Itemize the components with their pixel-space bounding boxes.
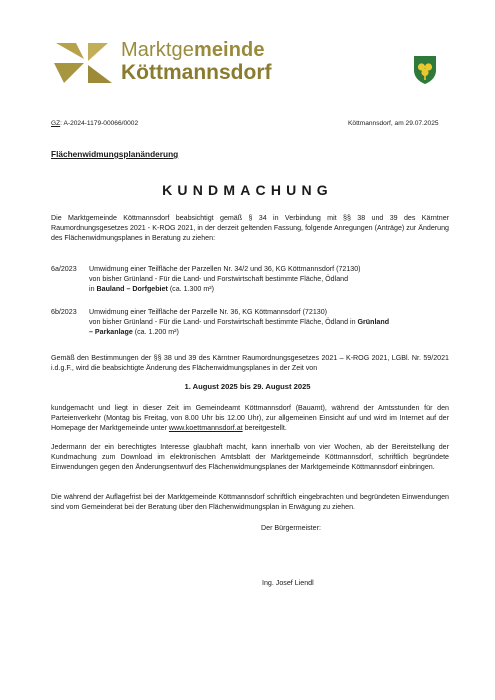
document-heading: KUNDMACHUNG — [162, 182, 333, 198]
intro-paragraph: Die Marktgemeinde Köttmannsdorf beabsichtigt gemäß § 34 in Verbindung mit §§ 38 und 39 des Kärntner Raumordnungsgesetzes 2021 - K-ROG 2021, in der derzeit geltenden Fassung, folgende Anregungen (Anträge) zur Änderung des Flächenwidmungsplanes in Beratung zu ziehen: — [51, 214, 449, 242]
amendment-target-zoning: – Parkanlage — [89, 327, 133, 336]
consideration-paragraph: Die während der Auflagefrist bei der Marktgemeinde Köttmannsdorf schriftlich eingebrachten und begründeten Einwendungen sind vom Gemeinderat bei der Beratung über den Flächenwidmungsplan in Erwägung zu ziehen. — [51, 493, 449, 511]
display-suffix: bereitgestellt. — [242, 423, 287, 432]
signature-title: Der Bürgermeister: — [261, 524, 321, 532]
amendment-area: (ca. 1.200 m²) — [132, 327, 179, 336]
amendment-number: 6b/2023 — [51, 308, 77, 316]
signature-name: Ing. Josef Liendl — [262, 579, 314, 587]
brand-municipality-name: Köttmannsdorf — [121, 61, 272, 84]
place-date: Köttmannsdorf, am 29.07.2025 — [348, 120, 439, 127]
brand-name-bold-part: meinde — [193, 39, 265, 61]
legal-paragraph: Gemäß den Bestimmungen der §§ 38 und 39 des Kärntner Raumordnungsgesetzes 2021 – K-ROG 2021, LGBl. Nr. 59/2021 i.d.g.F., wird die beabsichtigte Änderung des Flächenwidmungsplanes in der Zeit von — [51, 354, 449, 372]
brand-name-part: Marktge — [121, 39, 194, 61]
amendment-line: von bisher Grünland - Für die Land- und Forstwirtschaft bestimmte Fläche, Ödland — [89, 274, 349, 283]
objection-paragraph: Jedermann der ein berechtigtes Interesse glaubhaft macht, kann innerhalb von vier Wochen, ab der Bereitstellung der Kundmachung zum Download im elektronischen Amtsblatt der Marktgemeinde Köttmannsdorf, schriftlich begründete Einwendungen gegen den Änderungsentwurf des Flächenwidmungsplanes der Marktgemeinde Köttmannsdorf einbringen. — [51, 443, 449, 471]
display-period: 1. August 2025 bis 29. August 2025 — [184, 382, 311, 391]
amendment-text: von bisher Grünland - Für die Land- und Forstwirtschaft bestimmte Fläche, Ödland in — [89, 317, 358, 326]
reference-number — [51, 120, 138, 127]
display-text: kundgemacht und liegt in dieser Zeit im Gemeindeamt Köttmannsdorf (Bauamt), während der Amtsstunden für den Parteienverkehr (Montag bis Freitag, von 8.00 Uhr bis 12.00 Uhr), zur allgemeinen Einsicht auf und wird im Internet auf der Homepage der Marktgemeinde unter — [51, 404, 449, 432]
amendment-target-zoning: Bauland – Dorfgebiet — [96, 284, 168, 293]
website-link[interactable]: www.koettmannsdorf.at — [168, 423, 243, 432]
reference-value: : A-2024-1179-00066/0002 — [60, 120, 139, 127]
amendment-number: 6a/2023 — [51, 265, 77, 273]
amendment-area: (ca. 1.300 m²) — [167, 284, 214, 293]
coat-of-arms-icon — [413, 55, 437, 85]
amendment-line: Umwidmung einer Teilfläche der Parzellen Nr. 34/2 und 36, KG Köttmannsdorf (72130) — [89, 265, 361, 273]
amendment-line: Umwidmung einer Teilfläche der Parzelle Nr. 36, KG Köttmannsdorf (72130) — [89, 308, 328, 316]
reference-label: GZ — [51, 120, 61, 127]
marktgemeinde-logo-icon — [54, 39, 114, 85]
display-paragraph — [51, 404, 449, 433]
brand-wordmark — [121, 40, 272, 83]
amendment-text: in — [89, 284, 97, 293]
amendment-target-zoning: Grünland — [357, 317, 390, 326]
document-subject: Flächenwidmungsplanänderung — [51, 149, 179, 159]
